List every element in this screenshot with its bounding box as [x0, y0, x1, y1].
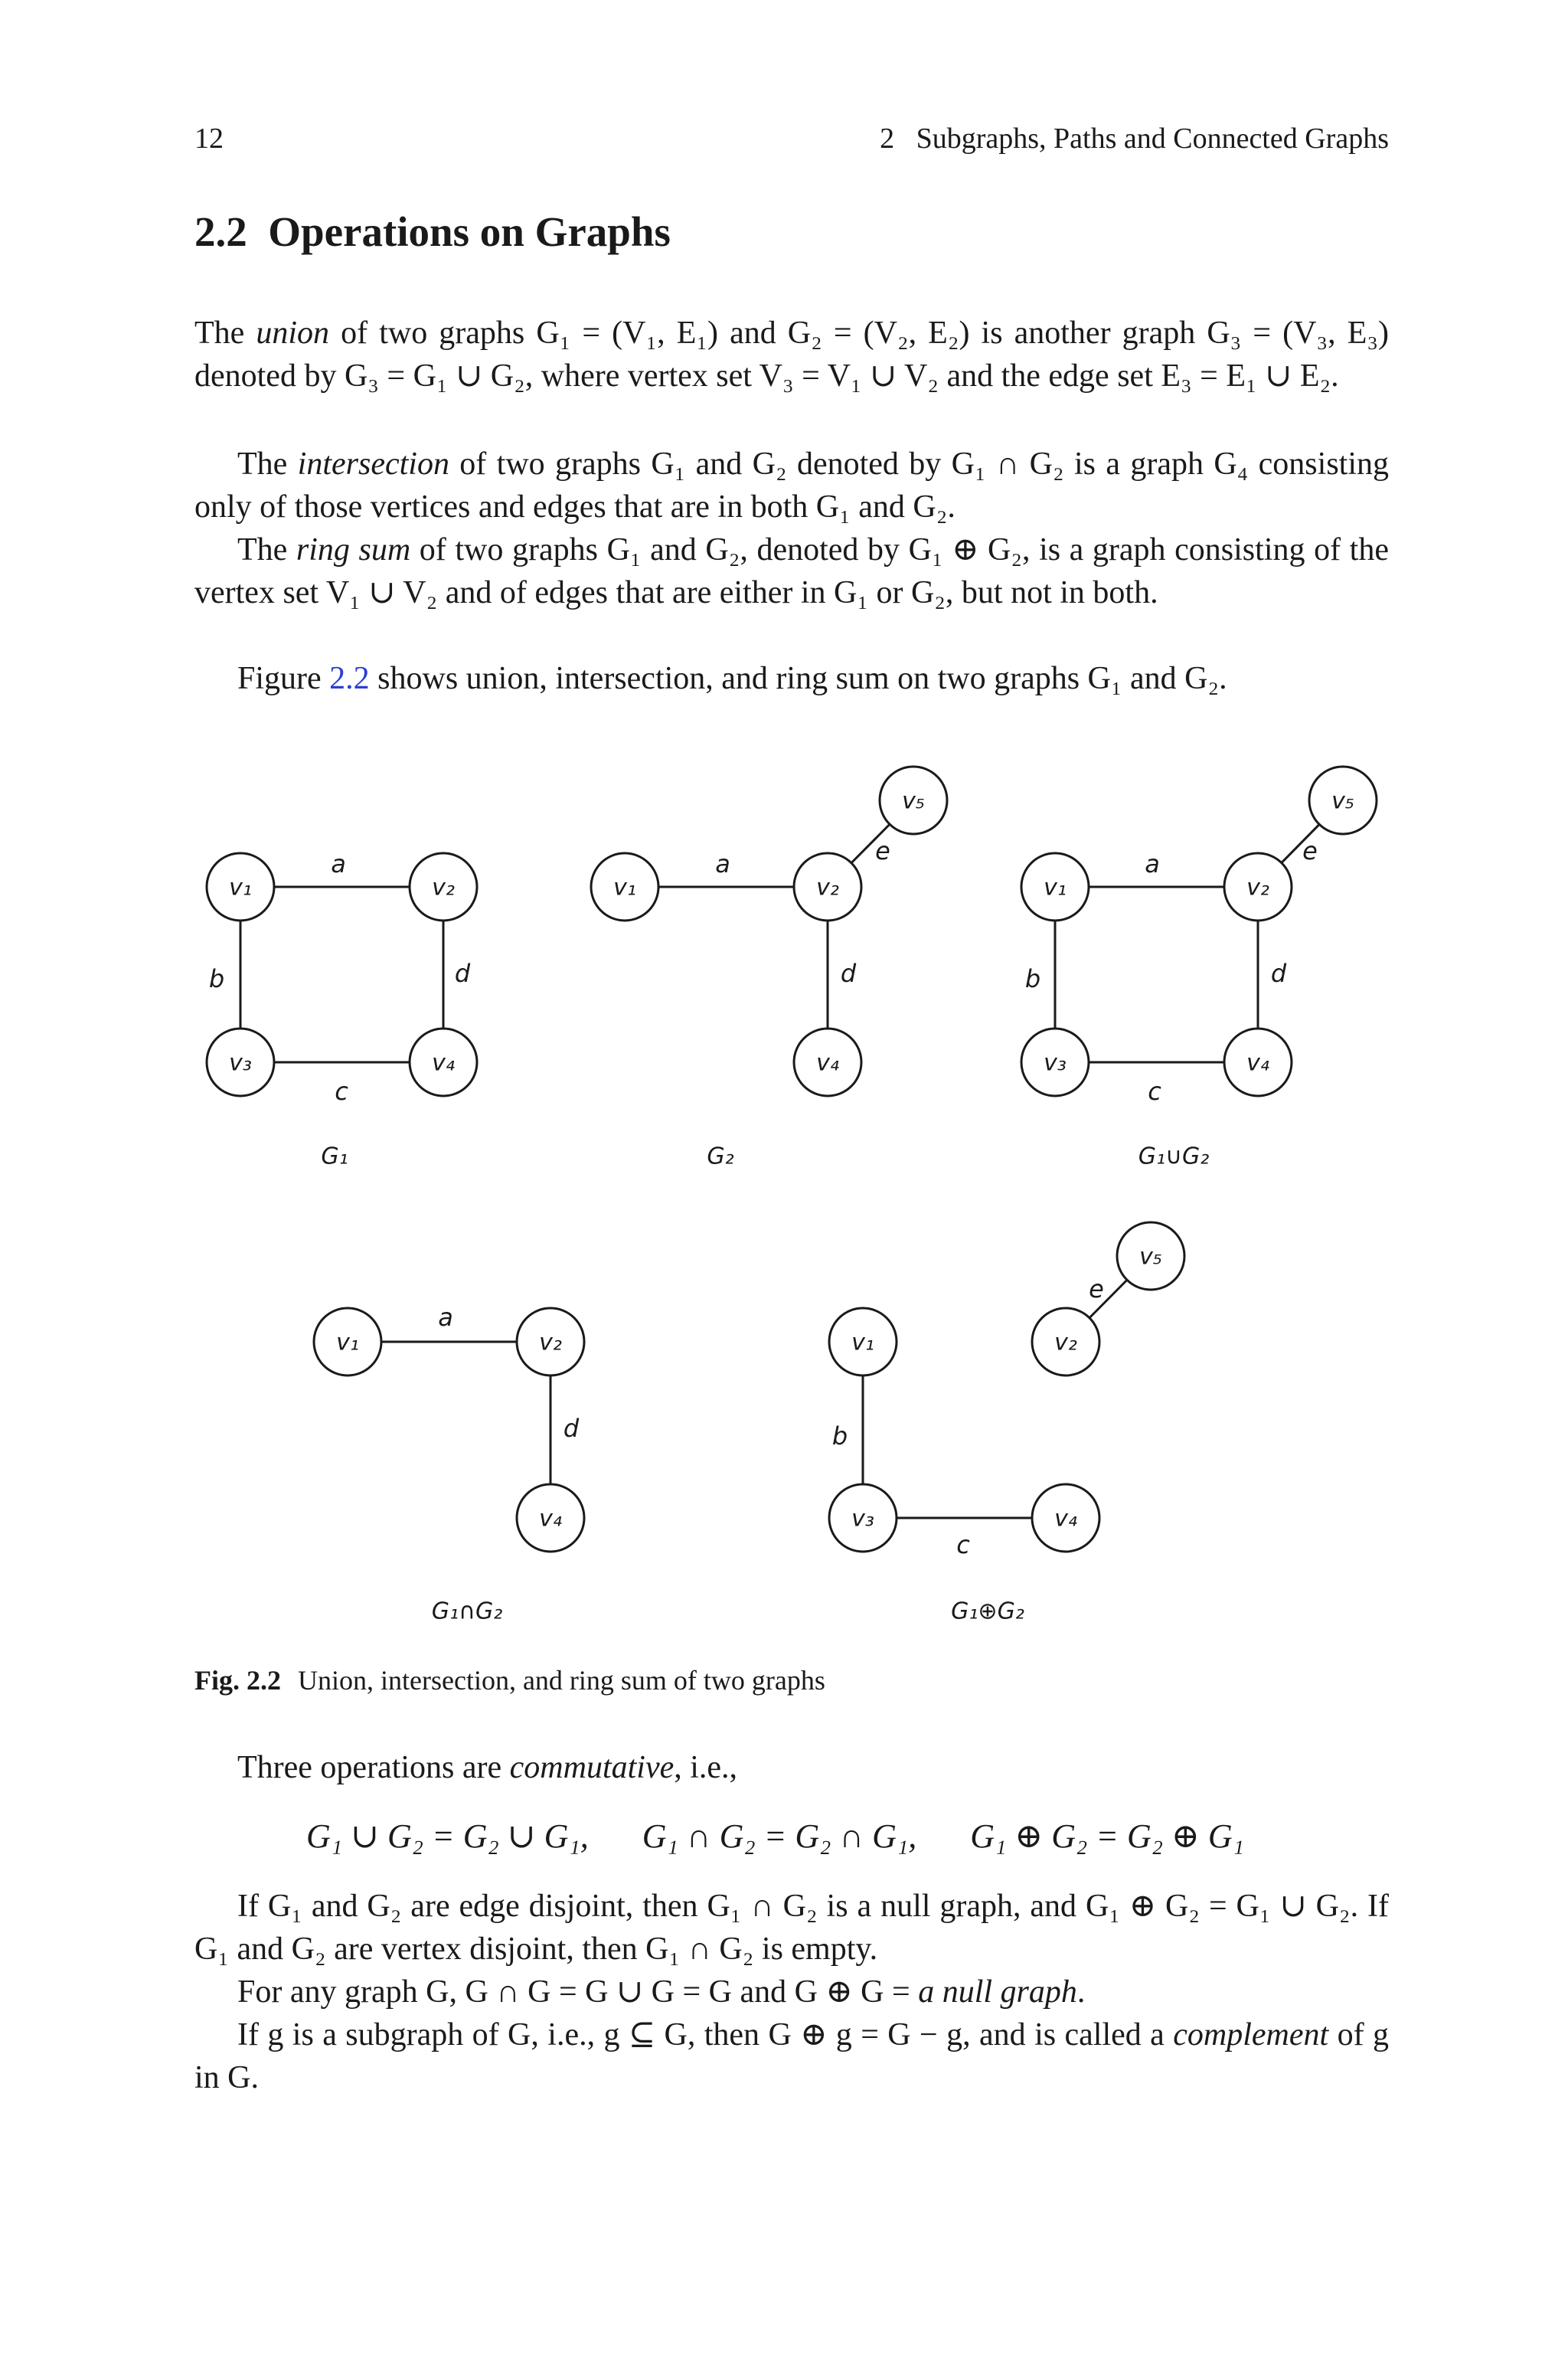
edge-label-e: e — [1302, 836, 1318, 865]
edge-label-c: c — [1148, 1077, 1161, 1106]
running-head: 2 Subgraphs, Paths and Connected Graphs — [880, 123, 1389, 155]
text: The — [237, 532, 296, 568]
edge-label-b: b — [1024, 964, 1041, 993]
term-commutative: commutative — [509, 1750, 675, 1785]
text: The — [237, 446, 298, 482]
paragraph-ring-sum — [194, 528, 1389, 614]
text: If G₁ and G₂ are edge disjoint, then G₁ ∩ G₂ is a null graph, and G₁ ⊕ G₂ = G₁ ∪ G₂. If G₁ and G₂ are vertex disjoint, then G₁ ∩ G₂ is empty. — [194, 1889, 1389, 1967]
equation-intersection: G₁ ∩ G₂ = G₂ ∩ G₁, — [642, 1817, 917, 1855]
figure-2-2 — [0, 751, 1568, 1658]
vertex-label: v₂ — [539, 1329, 562, 1356]
caption-text: Union, intersection, and ring sum of two graphs — [298, 1665, 825, 1696]
figure-caption — [194, 1662, 825, 1699]
edge-label-b: b — [831, 1421, 848, 1451]
graph-name-ringsum: G₁⊕G₂ — [951, 1598, 1024, 1625]
edge-label-b: b — [208, 964, 225, 993]
text: The — [194, 316, 256, 351]
paragraph-disjoint — [194, 1885, 1389, 1971]
graph-name-intersection: G₁∩G₂ — [431, 1598, 503, 1625]
paragraph-null-graph — [194, 1971, 1389, 2013]
term-ring-sum: ring sum — [296, 532, 411, 568]
graph-name-g2: G₂ — [707, 1143, 734, 1170]
graph-union — [1021, 767, 1377, 1170]
equation-ring-sum: G₁ ⊕ G₂ = G₂ ⊕ G₁ — [970, 1817, 1244, 1855]
vertex-label: v₁ — [336, 1329, 359, 1356]
text: of two graphs G₁ and G₂, denoted by G₁ ⊕ G₂, is a graph consisting of the vertex set V₁ ∪ V₂ and of edges that are either in G₁ or G₂, but not in both. — [194, 532, 1389, 610]
equation-union: G₁ ∪ G₂ = G₂ ∪ G₁, — [306, 1817, 589, 1855]
vertex-label: v₄ — [432, 1049, 455, 1077]
commutative-equation — [306, 1815, 1244, 1858]
text: of g in G. — [194, 2017, 1389, 2095]
term-intersection: intersection — [297, 446, 449, 482]
text: For any graph G, G ∩ G = G ∪ G = G and G ⊕ G = — [237, 1974, 919, 2010]
graph-g1 — [207, 849, 477, 1170]
text: If g is a subgraph of G, i.e., g ⊆ G, then G ⊕ g = G − g, and is called a — [237, 2017, 1174, 2053]
vertex-label: v₄ — [1246, 1049, 1269, 1077]
edge-label-d: d — [1270, 959, 1287, 988]
vertex-label: v₂ — [432, 874, 455, 901]
text: Three operations are — [237, 1750, 510, 1785]
section-title: 2.2 Operations on Graphs — [194, 208, 671, 255]
edge-label-c: c — [956, 1530, 970, 1559]
graph-name-union: G₁∪G₂ — [1138, 1143, 1210, 1170]
term-complement: complement — [1173, 2017, 1329, 2053]
text: shows union, intersection, and ring sum on two graphs G₁ and G₂. — [369, 661, 1227, 696]
vertex-label: v₄ — [539, 1505, 562, 1532]
text: , i.e., — [674, 1750, 738, 1785]
text: of two graphs G₁ = (V₁, E₁) and G₂ = (V₂, E₂) is another graph G₃ = (V₃, E₃) denoted by G₃ = G₁ ∪ G₂, where vertex set V₃ = V₁ ∪ V₂ and the edge set E₃ = E₁ ∪ E₂. — [194, 316, 1389, 394]
vertex-label: v₁ — [851, 1329, 874, 1356]
edge-label-a: a — [438, 1303, 453, 1332]
vertex-label: v₃ — [1044, 1049, 1067, 1077]
vertex-label: v₁ — [613, 874, 636, 901]
edge-label-e: e — [1089, 1274, 1104, 1303]
text: of two graphs G₁ and G₂ denoted by G₁ ∩ G₂ is a graph G₄ consisting only of those vertices and edges that are in both G₁ and G₂. — [194, 446, 1390, 525]
caption-label: Fig. 2.2 — [194, 1665, 281, 1696]
edge-label-d: d — [454, 959, 471, 988]
edge-label-e: e — [875, 836, 890, 865]
vertex-label: v₃ — [229, 1049, 252, 1077]
paragraph-union — [194, 312, 1389, 397]
graph-intersection — [314, 1303, 584, 1625]
vertex-label: v₅ — [1139, 1243, 1162, 1271]
vertex-label: v₃ — [851, 1505, 874, 1532]
page-number: 12 — [194, 123, 224, 155]
figure-link[interactable]: 2.2 — [329, 661, 370, 696]
edge-label-d: d — [840, 959, 857, 988]
paragraph-complement — [194, 2013, 1389, 2099]
vertex-label: v₄ — [1054, 1505, 1077, 1532]
edge-label-d: d — [563, 1414, 580, 1443]
vertex-label: v₄ — [816, 1049, 839, 1077]
text: . — [1076, 1974, 1086, 2010]
edge-label-a: a — [715, 849, 730, 878]
paragraph-intersection — [194, 443, 1389, 528]
vertex-label: v₁ — [1044, 874, 1067, 901]
term-union: union — [256, 316, 330, 351]
vertex-label: v₅ — [902, 787, 925, 815]
edge-label-a: a — [331, 849, 346, 878]
edge-label-a: a — [1145, 849, 1160, 878]
graph-name-g1: G₁ — [321, 1143, 348, 1170]
vertex-label: v₂ — [1246, 874, 1269, 901]
vertex-label: v₁ — [229, 874, 252, 901]
paragraph-figure-ref — [194, 657, 1389, 700]
graph-figure-svg — [0, 751, 1568, 1654]
vertex-label: v₂ — [1054, 1329, 1077, 1356]
edge-label-c: c — [335, 1077, 348, 1106]
graph-g2 — [591, 767, 947, 1170]
vertex-label: v₅ — [1331, 787, 1354, 815]
text: Figure — [237, 661, 330, 696]
paragraph-commutative — [194, 1746, 1389, 1789]
vertex-label: v₂ — [816, 874, 839, 901]
term-null-graph: a null graph — [918, 1974, 1077, 2010]
graph-ringsum — [829, 1222, 1184, 1625]
